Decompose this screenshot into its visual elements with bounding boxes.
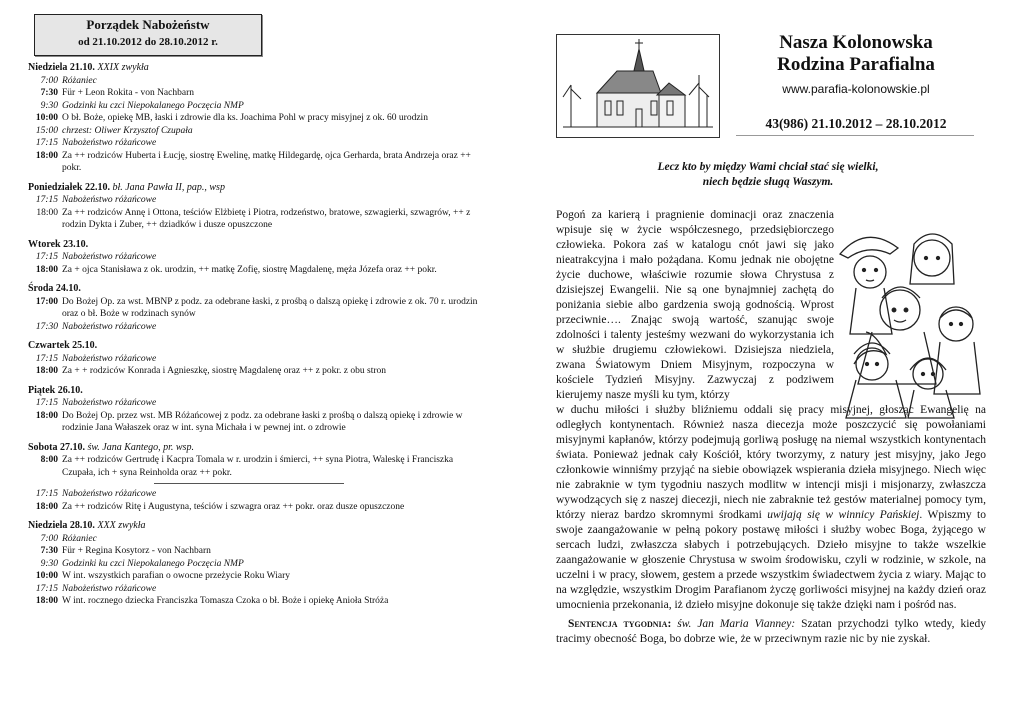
sentence-author: św. Jan Maria Vianney:: [677, 618, 796, 630]
article-text: w duchu miłości i służby bliźniemu oddali się pracy misyjnej, głosząc Ewangelię na odległych kontynentach. Również nasza diecezja może poszczycić się powołaniami misyjnymi kapłanów, którzy podejmują gorliwą posługę na niemal wszystkich kontynentach świata. Ponieważ jednak cały Kościół, który tworzymy, z natury jest misyjny, jako Jego członkowie winniśmy przyjąć na siebie obowiązek wspierania dzieła misyjnego. Niech więc nie zabraknie w tym tygodniu naszych modlitw w intencji misji i misjonarzy, zwłaszcza wywodzących się z naszej diecezji, niech nie zabraknie też gestów materialnej pomocy tym, którzy nieraz bardzo skromnymi środkami: [556, 404, 986, 521]
service-time: 17:15: [35, 583, 58, 594]
day-date: Wtorek 23.10.: [28, 238, 89, 250]
service-entry: [28, 87, 488, 100]
service-time: 18:00: [35, 596, 58, 606]
schedule-day: [28, 340, 488, 378]
service-intention: Nabożeństwo różańcowe: [62, 353, 157, 364]
service-entry: [28, 251, 488, 264]
service-time: 18:00: [35, 410, 58, 421]
parish-title-line1: Nasza Kolonowska: [779, 32, 933, 53]
parish-title: [728, 32, 984, 76]
schedule-day: [28, 239, 488, 277]
schedule-day: [28, 62, 488, 175]
church-illustration: [556, 34, 720, 138]
service-intention: Za ++ rodziców Gertrudę i Kacpra Tomala w r. urodzin i śmierci, ++ syna Piotra, Waleskę i Franciszka Czupała, ich + syna Reinholda oraz ++ pokr.: [62, 455, 454, 478]
day-heading: [28, 182, 488, 195]
service-intention: Godzinki ku czci Niepokalanego Poczęcia NMP: [62, 100, 244, 111]
service-intention: Nabożeństwo różańcowe: [62, 321, 157, 332]
day-description: XXX zwykła: [97, 520, 146, 531]
service-entry: [28, 75, 488, 88]
service-intention: Für + Leon Rokita - von Nachbarn: [62, 88, 194, 98]
service-time: 7:00: [40, 75, 58, 86]
day-date: Czwartek 25.10.: [28, 340, 98, 351]
service-entry: [28, 410, 488, 435]
service-entry: [28, 112, 488, 125]
service-intention: Za ++ rodziców Annę i Ottona, teściów Elżbietę i Piotra, rodzeństwo, bratowe, szwagierki, szwagrów, ++ z rodzin Dykta i Zuber, ++ dziadków i dusze opuszczone: [62, 207, 471, 230]
service-time: 18:00: [35, 501, 58, 512]
schedule-column: [28, 14, 488, 608]
article-text-continued: . Wpiszmy to swoje zaangażowanie w pełną pokory postawę miłości i służby wobec Boga, żyjącego w sercach ludzi, zwłaszcza słabych i potrzebujących. Dzieło misyjne to także wszelkie zaangażowanie w głoszenie Chrystusa w swoim środowisku, czyli w rodzinie, w szkole, na uczelni i w pracy, słowem, gestem a przede wszystkim świadectwem życia z wiary. Mając to na względzie, wszystkim Drogim Parafianom życzę gorliwości misyjnej na każdy dzień oraz umocnienia przekonania, iż dzieło misyjne dokonuje się także dzięki nam i pośród nas.: [556, 509, 986, 611]
service-time: 18:00: [35, 150, 58, 161]
parish-title-line2: Rodzina Parafialna: [777, 54, 935, 75]
day-heading: [28, 283, 488, 296]
gospel-quote: [568, 160, 968, 190]
schedule-day: [28, 182, 488, 232]
service-intention: Nabożeństwo różańcowe: [62, 583, 157, 594]
service-time: 17:30: [35, 321, 58, 332]
service-time: 17:15: [35, 138, 58, 148]
service-time: 10:00: [35, 113, 58, 123]
quote-line1: Lecz kto by między Wami chciał stać się wielki,: [657, 161, 879, 173]
service-time: 17:15: [35, 489, 58, 499]
service-time: 8:00: [40, 455, 58, 465]
service-intention: Za + + rodziców Konrada i Agnieszkę, siostrę Magdalenę oraz ++ z pokr. z obu stron: [62, 366, 387, 376]
day-heading: [28, 520, 488, 533]
article: [556, 208, 986, 647]
service-intention: Do Bożej Op. przez wst. MB Różańcowej z podz. za odebrane łaski z prośbą o dalszą opiekę i zdrowie w rodzinie Jana Wałaszek oraz w int. syna Michała i w pewnej int. o zdrowie: [62, 410, 463, 433]
service-intention: Różaniec: [62, 75, 97, 86]
service-time: 17:15: [35, 353, 58, 364]
sentence-label: Sentencja tygodnia:: [568, 618, 672, 630]
service-entry: [28, 397, 488, 410]
day-date: Poniedziałek 22.10.: [28, 181, 110, 193]
day-heading: [28, 239, 488, 252]
service-time: 9:30: [40, 100, 58, 111]
day-description: św. Jana Kantego, pr. wsp.: [87, 441, 194, 453]
service-entry: [28, 488, 488, 501]
service-intention: Nabożeństwo różańcowe: [62, 252, 157, 262]
service-intention: Różaniec: [62, 533, 97, 544]
schedule-day: [28, 520, 488, 608]
day-heading: [28, 62, 488, 75]
day-date: Środa 24.10.: [28, 283, 81, 294]
separator-line: [154, 483, 344, 484]
service-time: 17:00: [35, 296, 58, 307]
service-intention: Nabożeństwo różańcowe: [62, 138, 157, 148]
service-intention: Nabożeństwo różańcowe: [62, 398, 157, 408]
service-entry: [28, 558, 488, 571]
quote-line2: niech będzie sługą Waszym.: [702, 176, 834, 188]
service-time: 18:00: [36, 207, 58, 218]
service-entry: [28, 570, 488, 583]
service-entry: [28, 533, 488, 546]
service-time: 18:00: [35, 366, 58, 376]
service-intention: Nabożeństwo różańcowe: [62, 489, 157, 499]
service-intention: O bł. Boże, opiekę MB, łaski i zdrowie dla ks. Joachima Pohl w pracy misyjnej z ok. 60 urodzin: [62, 113, 428, 123]
service-entry: [28, 207, 488, 232]
service-time: 18:00: [35, 264, 58, 275]
schedule-day: [28, 283, 488, 333]
days-list: [28, 62, 488, 608]
service-intention: chrzest: Oliwer Krzysztof Czupała: [62, 125, 193, 136]
schedule-title: Porządek Nabożeństw: [86, 17, 210, 32]
service-entry: [28, 264, 488, 277]
day-heading: [28, 340, 488, 353]
day-date: Sobota 27.10.: [28, 441, 85, 453]
service-time: 7:30: [40, 546, 58, 556]
service-intention: Godzinki ku czci Niepokalanego Poczęcia NMP: [62, 558, 244, 569]
service-time: 10:00: [35, 571, 58, 581]
day-heading: [28, 442, 488, 455]
article-paragraph-1: Pogoń za karierą i pragnienie dominacji oraz znaczenia wpisuje się w życie współczesnego, przedsiębiorczego człowieka. Pokora zaś w katalogu cnót jawi się jako nieatrakcyjna i mało pożądana. Komu jednak nie obojętne życie duchowe, właściwie rozumie słowa Chrystusa z dzisiejszej Ewangelii. Nie są one bynajmniej zachętą do poniżania siebie albo gardzenia swoją godnością. Wprost przeciwnie…. Znając swoją wartość, szanując swoje zdolności i talenty jesteśmy wezwani do wykorzystania ich w służbie drugiemu człowiekowi. Dzisiejsza niedziela, zwana Światowym Dniem Misyjnym, rozpoczyna w kościele Tydzień Misyjny. Zazwyczaj z podziwem kierujemy nasze myśli ku tym, którzy: [556, 209, 834, 401]
service-entry: [28, 353, 488, 366]
service-entry: [28, 150, 488, 175]
service-time: 9:30: [40, 558, 58, 569]
service-time: 7:00: [40, 533, 58, 544]
service-intention: Za + ojca Stanisława z ok. urodzin, ++ matkę Zofię, siostrę Magdalenę, męża Józefa oraz ++ pokr.: [62, 264, 437, 275]
service-entry: [28, 194, 488, 207]
day-description: bł. Jana Pawła II, pap., wsp: [112, 181, 225, 193]
service-entry: [28, 454, 488, 479]
schedule-header-box: [34, 14, 262, 56]
service-entry: [28, 501, 488, 514]
day-heading: [28, 385, 488, 398]
service-entry: [28, 583, 488, 596]
service-intention: Do Bożej Op. za wst. MBNP z podz. za odebrane łaski, z prośbą o dalszą opiekę i zdrowie z ok. 70 r. urodzin oraz o bł. Boże w rodzinach synów: [62, 296, 478, 319]
service-intention: W int. rocznego dziecka Franciszka Tomasza Czoka o bł. Boże i opiekę Anioła Stróża: [62, 596, 389, 606]
service-entry: [28, 296, 488, 321]
article-paragraph-2: [556, 403, 986, 613]
sentence-of-week: [556, 617, 986, 647]
service-time: 17:15: [35, 252, 58, 262]
service-entry: [28, 595, 488, 608]
issue-number: 43(986) 21.10.2012 – 28.10.2012: [765, 116, 947, 131]
service-intention: W int. wszystkich parafian o owocne przeżycie Roku Wiary: [62, 571, 290, 581]
service-entry: [28, 100, 488, 113]
service-entry: [28, 137, 488, 150]
schedule-day: [28, 385, 488, 435]
service-time: 15:00: [35, 125, 58, 136]
service-time: 17:15: [35, 398, 58, 408]
parish-url: www.parafia-kolonowskie.pl: [782, 82, 930, 96]
schedule-day: [28, 442, 488, 514]
day-date: Piątek 26.10.: [28, 384, 83, 396]
article-emphasis: uwijają się w winnicy Pańskiej: [767, 509, 920, 521]
day-date: Niedziela 21.10.: [28, 62, 95, 73]
service-entry: [28, 321, 488, 334]
service-time: 17:15: [35, 195, 58, 205]
divider: [736, 135, 974, 136]
service-entry: [28, 125, 488, 138]
service-time: 7:30: [40, 88, 58, 98]
service-intention: Za ++ rodziców Huberta i Łucję, siostrę Ewelinę, matkę Hildegardę, ojca Gerharda, brata Andrzeja oraz ++ pokr.: [62, 150, 471, 173]
service-entry: [28, 365, 488, 378]
sentence-text: Szatan przychodzi tylko wtedy, kiedy tracimy obecność Boga, bo dobrze wie, że w przeciwnym razie nic by nie zyskał.: [556, 618, 987, 645]
service-intention: Za ++ rodziców Ritę i Augustyna, teściów i szwagra oraz ++ pokr. oraz dusze opuszczone: [62, 501, 405, 512]
service-intention: Nabożeństwo różańcowe: [62, 195, 157, 205]
day-description: XXIX zwykła: [97, 62, 149, 73]
day-date: Niedziela 28.10.: [28, 520, 95, 531]
service-entry: [28, 545, 488, 558]
service-intention: Für + Regina Kosytorz - von Nachbarn: [62, 546, 211, 556]
schedule-dates: od 21.10.2012 do 28.10.2012 r.: [78, 36, 218, 48]
